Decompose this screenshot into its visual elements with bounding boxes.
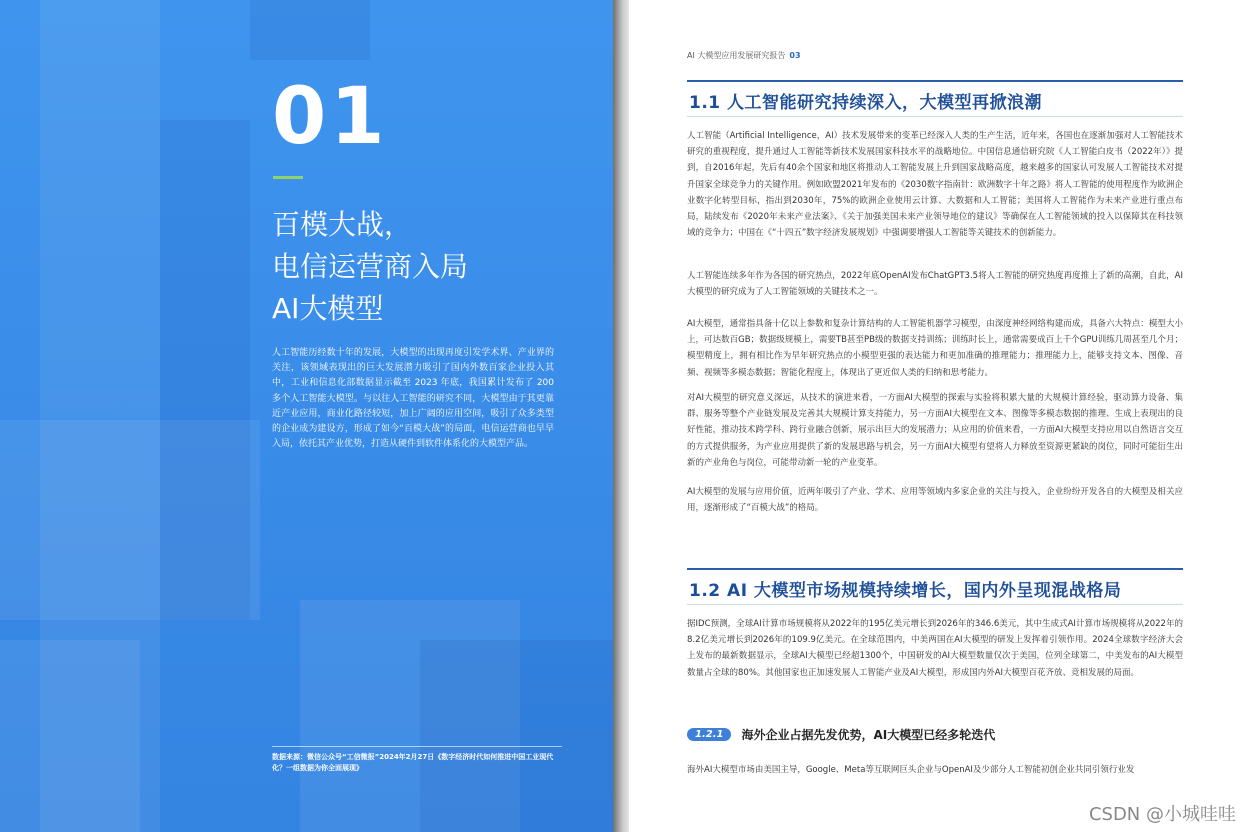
subsection-number-badge: 1.2.1 (687, 728, 731, 741)
paragraph: 对AI大模型的研究意义深远，从技术的演进来看，一方面AI大模型的探索与实验将积累大量的大规模计算经验，驱动算力设备、集群、服务等整个产业链发展及完善其大规模计算支持能力，另一方面AI大模型在文本、图像等多模态数据的推理、生成上表现出的良好性能，推动技术跨学科、跨行业融合创新，展示出巨大的发展潜力；从应用的价值来看，一方面AI大模型支持应用以自然语言交互的方式提供服务，为产业应用提供了新的发展思路与机会，另一方面AI大模型有望将人力释放至资源更紧缺的岗位，同时可能衍生出新的产业角色与岗位，可能带动新一轮的产业变革。 (687, 393, 1183, 468)
chapter-number: 01 (272, 72, 389, 162)
bg-decor-block (250, 0, 370, 60)
paragraph: 据IDC预测，全球AI计算市场规模将从2022年的195亿美元增长到2026年的346.6美元，其中生成式AI计算市场规模将从2022年的8.2亿美元增长到2026年的109.9亿美元。在全球范围内，中美两国在AI大模型的研发上发挥着引领作用。2024全球数字经济大会上发布的最新数据显示，全球AI大模型已经超1300个，中国研发的AI大模型数量仅次于美国，位列全球第二，中美发布的AI大模型数量占全球的80%。其他国家也正加速发展人工智能产业及AI大模型，形成国内外AI大模型百花齐放、竞相发展的局面。 (687, 619, 1183, 678)
chapter-title-line: 电信运营商入局 (272, 250, 469, 283)
bg-decor-block (0, 420, 260, 620)
section-top-rule (687, 80, 1183, 82)
chapter-title-line: AI大模型 (272, 292, 384, 325)
report-title: AI 大模型应用发展研究报告 (687, 51, 786, 60)
bg-decor-block (0, 640, 140, 832)
paragraph: AI大模型，通常指具备十亿以上参数和复杂计算结构的人工智能机器学习模型，由深度神经网络构建而成，具备六大特点：模型大小上，可达数百GB；数据级规模上，需要TB甚至PB级的数据支持训练；训练时长上，通常需要成百上千个GPU训练几周甚至几个月；模型精度上，拥有相比作为早年研究热点的小模型更强的表达能力和更加准确的推理能力；推理能力上，能够支持文本、图像、音频、视频等多模态数据；智能化程度上，体现出了更近似人类的归纳和思考能力。 (687, 319, 1183, 378)
paragraph: AI大模型的发展与应用价值，近两年吸引了产业、学术、应用等领域内多家企业的关注与投入，企业纷纷开发各自的大模型及相关应用，逐渐形成了“百模大战”的格局。 (687, 487, 1183, 514)
chapter-intro: 人工智能历经数十年的发展，大模型的出现再度引发学术界、产业界的关注，该领域表现出的巨大发展潜力吸引了国内外数百家企业投入其中，工业和信息化部数据显示截至 2023 年底，我国累计发布了 200 多个人工智能大模型。与以往人工智能的研究不同，大模型由于其更靠近产业应用，商业化路径较短，加上广阔的应用空间，吸引了众多类型的企业成为建设方，形成了如今“百模大战”的局面，电信运营商也早早入局，依托其产业优势，打造从硬件到软件体系化的大模型产品。 (272, 348, 554, 450)
data-source-note: 数据来源：微信公众号“工信微报”2024年2月27日《数字经济时代如何推进中国工业现代化？一组数据为你全面展现》 (272, 753, 554, 772)
right-content-page (629, 0, 1240, 832)
left-chapter-page (0, 0, 613, 832)
subsection-heading (687, 726, 995, 743)
section-underline (687, 604, 1183, 605)
section-underline (687, 116, 1183, 117)
section-title: 1.2 AI 大模型市场规模持续增长，国内外呈现混战格局 (689, 581, 1122, 601)
source-divider (272, 746, 562, 747)
running-header (687, 50, 801, 61)
subsection-title: 海外企业占据先发优势，AI大模型已经多轮迭代 (741, 728, 996, 742)
paragraph: 人工智能连续多年作为各国的研究热点，2022年底OpenAI发布ChatGPT3.5将人工智能的研究热度再度推上了新的高潮，自此，AI大模型的研究成为了人工智能领域的关键技术之一。 (687, 271, 1183, 298)
page-number: 03 (789, 51, 801, 60)
section-title: 1.1 人工智能研究持续深入，大模型再掀浪潮 (689, 93, 1043, 113)
bg-decor-block (420, 640, 613, 832)
watermark: CSDN @小城哇哇 (1088, 804, 1236, 825)
chapter-title-line: 百模大战， (272, 208, 413, 241)
section-top-rule (687, 568, 1183, 570)
book-gutter (613, 0, 629, 832)
chapter-title (272, 204, 592, 330)
paragraph: 人工智能（Artificial Intelligence，AI）技术发展带来的变革已经深入人类的生产生活，近年来，各国也在逐渐加强对人工智能技术研究的重视程度，提升通过人工智能等新技术发展国家科技水平的战略地位。中国信息通信研究院《人工智能白皮书（2022年）》提到，自2016年起，先后有40余个国家和地区将推动人工智能发展上升到国家战略高度，越来越多的国家认可发展人工智能技术对提升国家全球竞争力的关键作用。例如欧盟2021年发布的《2030数字指南针：欧洲数字十年之路》将人工智能的使用程度作为欧洲企业数字化转型目标，指出到2030年，75%的欧洲企业使用云计算、大数据和人工智能；美国将人工智能作为未来产业进行重点布局，陆续发布《2020年未来产业法案》、《关于加强美国未来产业领导地位的建议》等确保在人工智能领域的投入以保障其在科技领域的竞争力；中国在《“十四五”数字经济发展规划》中强调要增强人工智能等关键技术的创新能力。 (687, 131, 1183, 239)
accent-divider (273, 176, 303, 179)
paragraph: 海外AI大模型市场由美国主导，Google、Meta等互联网巨头企业与OpenAI及少部分人工智能初创企业共同引领行业发 (687, 765, 1135, 775)
